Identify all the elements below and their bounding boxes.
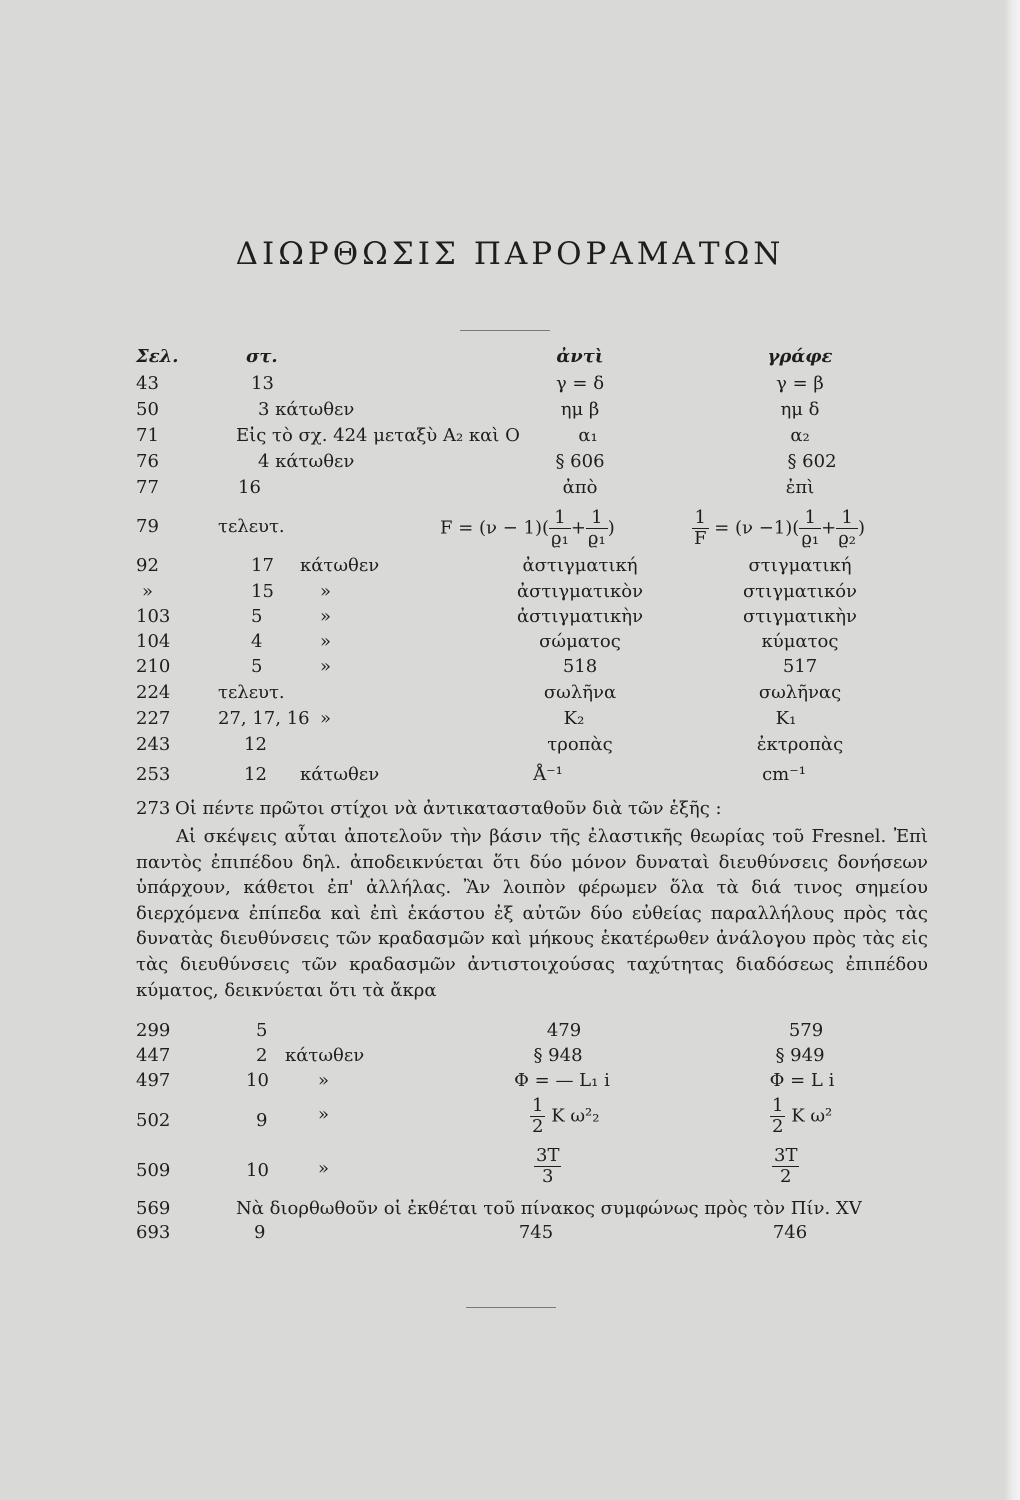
row-instead: Κ₂	[563, 708, 585, 729]
row-instead: Å⁻¹	[533, 764, 563, 785]
numerator: 1	[549, 508, 571, 529]
row-write: στιγματικὴν	[743, 606, 857, 627]
row-line: τελευτ.	[218, 682, 285, 703]
row-write: 746	[772, 1222, 808, 1243]
denominator: 2	[772, 1115, 784, 1137]
row-page: 79	[136, 516, 159, 537]
denominator: ϱ₁	[551, 527, 569, 549]
row-page: 103	[136, 606, 171, 627]
plus-sign: +	[570, 517, 586, 539]
header-line: στ.	[246, 346, 278, 367]
row-instead: Φ = — L₁ i	[514, 1070, 610, 1091]
fraction	[534, 1146, 561, 1187]
row-write: α₂	[790, 425, 810, 446]
formula-lhs: F = (ν − 1)	[440, 517, 542, 539]
row-page: 509	[136, 1160, 171, 1181]
row-page: 50	[136, 399, 159, 420]
fraction	[692, 508, 709, 549]
row-page: 210	[136, 656, 171, 677]
row-line: 5	[256, 1020, 268, 1041]
formula-write	[770, 1096, 832, 1137]
fraction	[586, 508, 608, 549]
replacement-paragraph: Αἱ σκέψεις αὗται ἀποτελοῦν τὴν βάσιν τῆς ἐλαστικῆς θεωρίας τοῦ Fresnel. Ἐπὶ παντὸς ἐπιπέδου δηλ. ἀποδεικνύεται ὅτι δύο μόνον δυναταὶ διευθύνσεις δονήσεων ὑπάρχουν, κάθετοι ἐπ' ἀλλήλας. Ἂν λοιπὸν φέρωμεν ὅλα τὰ διά τινος σημείου διερχόμενα ἐπίπεδα καὶ ἐπὶ ἑκάστου ἐξ αὐτῶν δύο εὐθείας παραλλήλους πρὸς τὰς δυνατὰς διευθύνσεις τῶν κραδασμῶν καὶ μήκους ἑκατέρωθεν ἀνάλογου πρὸς τὰς εἰς τὰς διευθύνσεις τῶν κραδασμῶν ἀντιστοιχούσας ταχύτητας διαδόσεως ἐπιπέδου κύματος, δεικνύεται ὅτι τὰ ἄκρα	[136, 826, 928, 1001]
table-row	[0, 1222, 1020, 1252]
row-write: γ = β	[776, 373, 824, 394]
row-line: 17	[251, 555, 274, 576]
row-instead: § 606	[555, 451, 605, 472]
fraction	[530, 1096, 545, 1137]
row-instead: ημ β	[560, 399, 600, 420]
row-page: 92	[136, 555, 159, 576]
row-page: 224	[136, 682, 171, 703]
row-page: 502	[136, 1110, 171, 1131]
numerator: 3T	[536, 1145, 560, 1166]
row-line: 5	[251, 606, 263, 627]
table-row	[0, 764, 1020, 794]
denominator: ϱ₁	[587, 527, 606, 549]
row-correction-text: Νὰ διορθωθοῦν οἱ ἐκθέται τοῦ πίνακος συμφώνως πρὸς τὸν Πίν. XV	[236, 1198, 862, 1219]
row-instead: § 948	[533, 1045, 583, 1066]
row-page: »	[142, 581, 154, 602]
numerator: 1	[532, 1095, 544, 1116]
table-row	[0, 477, 1020, 507]
row-write: Φ = L i	[769, 1070, 835, 1091]
row-page: 253	[136, 764, 171, 785]
row-line: 15	[251, 581, 274, 602]
header-write: γράφε	[767, 346, 833, 367]
replacement-note: Οἱ πέντε πρῶτοι στίχοι νὰ ἀντικατασταθοῦν διὰ τῶν ἑξῆς :	[175, 798, 722, 819]
bottom-divider	[466, 1307, 556, 1308]
row-page: 447	[136, 1045, 171, 1066]
row-instead: σωλῆνα	[543, 682, 617, 703]
row-line: 16	[238, 477, 261, 498]
formula-instead: F = (ν − 1)( $\frac{1}{\text{ϱ₁}}$ + $\frac{1}{\text{ϱ₁}}$ )	[440, 507, 615, 549]
fraction	[549, 508, 571, 549]
table-header	[0, 346, 1020, 376]
row-page: 273	[136, 798, 171, 819]
numerator: 3T	[774, 1145, 798, 1166]
row-line: 10	[246, 1160, 269, 1181]
plus-sign: +	[821, 517, 837, 539]
row-line-extra: »	[320, 606, 332, 627]
row-instead: ἀπὸ	[562, 477, 598, 498]
formula-tail: Κ ω²₂	[551, 1105, 600, 1127]
formula-write	[772, 1146, 799, 1187]
row-page: 77	[136, 477, 159, 498]
row-write: ἐπὶ	[785, 477, 815, 498]
row-line: Εἰς τὸ σχ. 424 μεταξὺ Α₂ καὶ Ο	[236, 425, 520, 446]
row-line-extra: κάτωθεν	[300, 555, 380, 576]
row-line: τελευτ.	[218, 516, 285, 537]
denominator: ϱ₁	[801, 527, 820, 549]
row-line: 9	[254, 1222, 266, 1243]
header-instead: ἀντὶ	[556, 346, 604, 367]
row-line: 2	[256, 1045, 268, 1066]
page-title: ΔΙΩΡΘΩΣΙΣ ΠΑΡΟΡΑΜΑΤΩΝ	[235, 236, 785, 272]
row-line: 13	[251, 373, 274, 394]
row-write: στιγματική	[748, 555, 852, 576]
formula-instead	[534, 1146, 561, 1187]
row-instead: 518	[562, 656, 598, 677]
numerator: 1	[836, 508, 858, 529]
title-divider	[460, 330, 550, 331]
row-instead: ἀστιγματική	[522, 555, 638, 576]
numerator: 1	[692, 508, 709, 529]
row-write: 517	[782, 656, 818, 677]
row-line-extra: »	[320, 656, 332, 677]
row-instead: ἀστιγματικὴν	[516, 606, 644, 627]
row-page: 76	[136, 451, 159, 472]
row-page: 227	[136, 708, 171, 729]
header-page: Σελ.	[136, 346, 179, 367]
row-line: 12	[244, 764, 267, 785]
row-line-extra: »	[320, 581, 332, 602]
row-write: § 949	[775, 1045, 825, 1066]
denominator: F	[694, 527, 707, 549]
row-write: § 602	[787, 451, 837, 472]
row-write: κύματος	[761, 631, 839, 652]
row-line-extra: »	[318, 1070, 330, 1091]
formula-middle: = (ν −1)	[714, 517, 793, 539]
row-page: 43	[136, 373, 159, 394]
row-write: στιγματικόν	[743, 581, 857, 602]
table-row	[0, 508, 1020, 552]
formula-instead	[530, 1096, 599, 1137]
row-write: σωλῆνας	[758, 682, 842, 703]
fraction	[770, 1096, 785, 1137]
table-row	[0, 734, 1020, 764]
row-line: 9	[256, 1110, 268, 1131]
denominator: 2	[780, 1165, 792, 1187]
row-line: 10	[246, 1070, 269, 1091]
row-page: 71	[136, 425, 159, 446]
row-instead: τροπὰς	[547, 734, 613, 755]
table-row	[0, 1096, 1020, 1144]
row-write: 579	[788, 1020, 824, 1041]
row-write: ἐκτροπὰς	[756, 734, 844, 755]
row-line: 4	[251, 631, 263, 652]
fraction	[799, 508, 821, 549]
row-instead: α₁	[578, 425, 598, 446]
fraction	[836, 508, 858, 549]
denominator: 3	[542, 1165, 554, 1187]
row-write: Κ₁	[775, 708, 797, 729]
row-page: 497	[136, 1070, 171, 1091]
row-line-extra: »	[318, 1104, 330, 1125]
row-line: 4 κάτωθεν	[258, 451, 355, 472]
row-page: 569	[136, 1198, 171, 1219]
row-instead: ἀστιγματικὸν	[516, 581, 644, 602]
row-write: cm⁻¹	[762, 764, 806, 785]
formula-tail: Κ ω²	[791, 1105, 833, 1127]
denominator: 2	[532, 1115, 544, 1137]
row-line-extra: κάτωθεν	[300, 764, 380, 785]
row-page: 243	[136, 734, 171, 755]
row-line-extra: »	[318, 1158, 330, 1179]
numerator: 1	[799, 508, 821, 529]
row-line: 12	[244, 734, 267, 755]
row-page: 104	[136, 631, 171, 652]
row-page: 299	[136, 1020, 171, 1041]
row-instead: 745	[518, 1222, 554, 1243]
row-write: ημ δ	[780, 399, 820, 420]
row-line: 3 κάτωθεν	[258, 399, 355, 420]
row-line: 5	[251, 656, 263, 677]
row-line-extra: κάτωθεν	[285, 1045, 365, 1066]
row-page: 693	[136, 1222, 171, 1243]
row-instead: 479	[546, 1020, 582, 1041]
row-instead: σώματος	[539, 631, 621, 652]
numerator: 1	[586, 508, 608, 529]
row-instead: γ = δ	[555, 373, 605, 394]
denominator: ϱ₂	[838, 527, 857, 549]
table-row	[0, 1146, 1020, 1194]
fraction	[772, 1146, 799, 1187]
formula-write: $\frac{1}{F}$ = (ν −1)( $\frac{1}{\text{ϱ₁}}$ + $\frac{1}{\text{ϱ₂}}$ )	[694, 507, 866, 549]
row-line-extra: »	[320, 708, 332, 729]
numerator: 1	[772, 1095, 784, 1116]
row-line: 27, 17, 16	[218, 708, 310, 729]
row-line-extra: »	[320, 631, 332, 652]
